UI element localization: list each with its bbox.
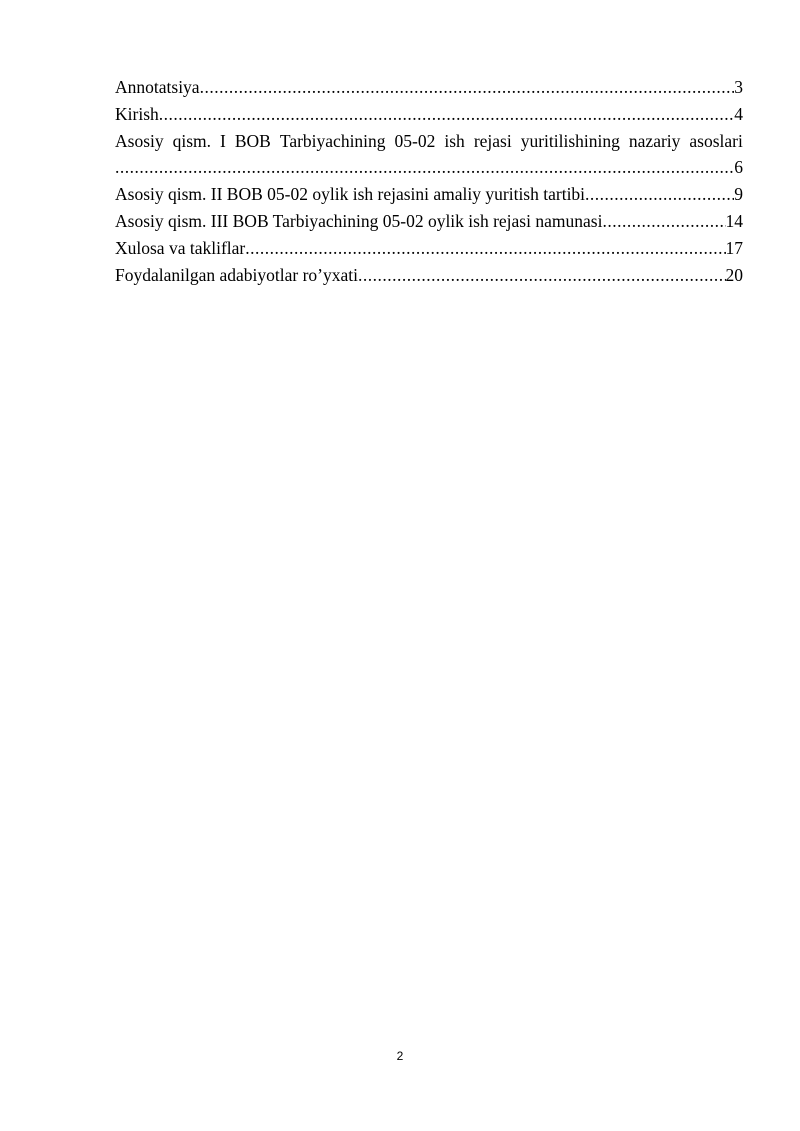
toc-entry-page: 14	[725, 211, 743, 231]
toc-title-word: nazariy	[628, 131, 681, 151]
toc-entry-title: Asosiy qism. III BOB Tarbiyachining 05-02 oylik ish rejasi namunasi	[115, 211, 603, 231]
toc-entry-title: Annotatsiya	[115, 77, 200, 97]
page-number: 2	[396, 1049, 404, 1063]
dot-leader	[115, 154, 734, 180]
toc-title-word: 05-02	[394, 131, 436, 151]
dot-leader	[159, 101, 735, 127]
toc-title-word: BOB	[234, 131, 271, 151]
toc-entry-bob-2[interactable]	[115, 181, 743, 207]
toc-entry-adabiyotlar[interactable]	[115, 262, 743, 288]
dot-leader	[585, 181, 734, 207]
dot-leader	[245, 235, 725, 261]
toc-entry-page: 9	[734, 184, 743, 204]
toc-title-word: Tarbiyachining	[279, 131, 386, 151]
toc-title-word: qism.	[172, 131, 212, 151]
toc-entry-bob-1[interactable]	[115, 128, 743, 180]
table-of-contents	[115, 74, 743, 289]
toc-entry-title: Foydalanilgan adabiyotlar ro’yxati	[115, 265, 358, 285]
toc-entry-annotatsiya[interactable]	[115, 74, 743, 100]
toc-title-word: asoslari	[689, 131, 743, 151]
toc-entry-bob-3[interactable]	[115, 208, 743, 234]
toc-entry-title: Asosiy qism. II BOB 05-02 oylik ish rejasini amaliy yuritish tartibi	[115, 184, 586, 204]
toc-title-word: ish	[444, 131, 465, 151]
toc-entry-page: 20	[725, 265, 743, 285]
toc-entry-page: 17	[725, 238, 743, 258]
toc-entry-xulosa[interactable]	[115, 235, 743, 261]
dot-leader	[602, 208, 725, 234]
toc-entry-title: Xulosa va takliflar	[115, 238, 246, 258]
toc-entry-title: Kirish	[115, 104, 159, 124]
dot-leader	[358, 262, 726, 288]
toc-title-word: yuritilishining	[520, 131, 620, 151]
dot-leader	[200, 74, 735, 100]
toc-title-word: I	[220, 131, 226, 151]
toc-entry-kirish[interactable]	[115, 101, 743, 127]
toc-entry-page: 4	[734, 104, 743, 124]
toc-title-word: rejasi	[473, 131, 512, 151]
toc-title-word: Asosiy	[115, 131, 164, 151]
toc-entry-page: 3	[734, 77, 743, 97]
toc-entry-page: 6	[734, 157, 743, 177]
toc-entry-title	[115, 128, 743, 154]
